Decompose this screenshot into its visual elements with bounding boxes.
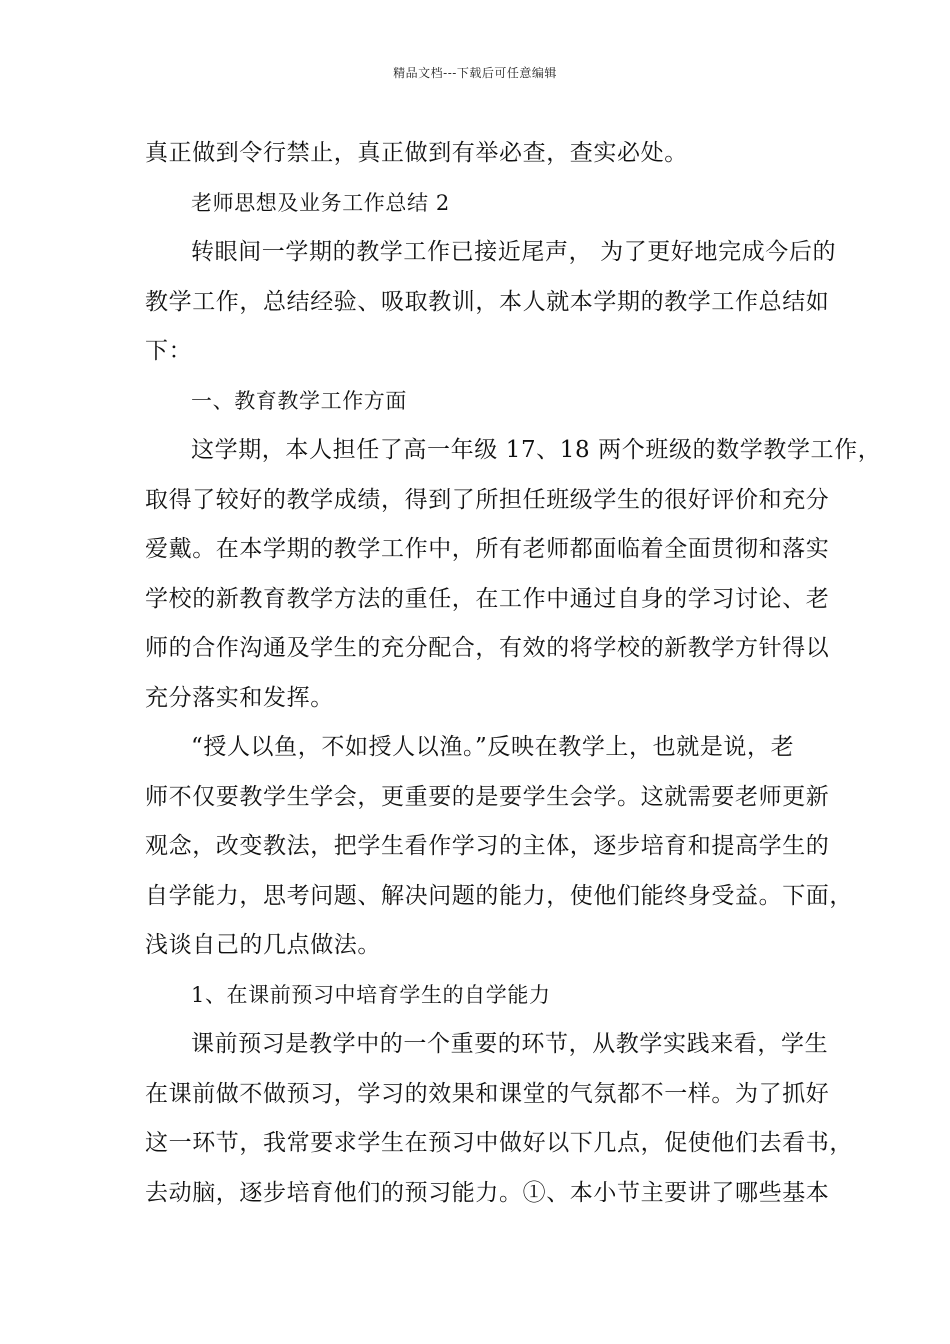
paragraph-line: 在课前做不做预习，学习的效果和课堂的气氛都不一样。为了抓好 bbox=[145, 1080, 830, 1107]
paragraph-line: “授人以鱼，不如授人以渔。”反映在教学上，也就是说，老 bbox=[191, 734, 795, 760]
section-title: 老师思想及业务工作总结 2 bbox=[191, 190, 450, 215]
paragraph-line: 学校的新教育教学方法的重任，在工作中通过自身的学习讨论、老 bbox=[145, 585, 830, 612]
paragraph-line: 课前预习是教学中的一个重要的环节，从教学实践来看，学生 bbox=[191, 1031, 829, 1057]
page-header: 精品文档---下载后可任意编辑 bbox=[393, 66, 557, 80]
paragraph-line: 爱戴。在本学期的教学工作中，所有老师都面临着全面贯彻和落实 bbox=[145, 536, 830, 562]
paragraph-line: 这学期，本人担任了高一年级 17、18 两个班级的数学教学工作， bbox=[191, 437, 882, 463]
paragraph-line: 浅谈自己的几点做法。 bbox=[145, 932, 381, 958]
paragraph-line: 充分落实和发挥。 bbox=[145, 684, 334, 711]
paragraph-line: 转眼间一学期的教学工作已接近尾声， 为了更好地完成今后的 bbox=[191, 239, 837, 265]
paragraph-line: 这一环节，我常要求学生在预习中做好以下几点，促使他们去看书， bbox=[145, 1130, 853, 1156]
paragraph-line: 自学能力，思考问题、解决问题的能力，使他们能终身受益。下面， bbox=[145, 882, 853, 909]
paragraph-line: 下： bbox=[145, 338, 193, 364]
paragraph-line: 师不仅要教学生学会，更重要的是要学生会学。这就需要老师更新 bbox=[145, 783, 830, 810]
paragraph-line: 观念，改变教法，把学生看作学习的主体，逐步培育和提高学生的 bbox=[145, 833, 830, 859]
paragraph-line: 真正做到令行禁止，真正做到有举必查，查实必处。 bbox=[145, 140, 688, 166]
subsection-heading: 1、在课前预习中培育学生的自学能力 bbox=[191, 982, 551, 1007]
document-body bbox=[145, 129, 882, 1218]
paragraph-line: 取得了较好的教学成绩，得到了所担任班级学生的很好评价和充分 bbox=[145, 486, 830, 513]
paragraph-line: 师的合作沟通及学生的充分配合，有效的将学校的新教学方针得以 bbox=[145, 635, 830, 661]
section-heading: 一、教育教学工作方面 bbox=[191, 388, 407, 413]
paragraph-line: 教学工作，总结经验、吸取教训，本人就本学期的教学工作总结如 bbox=[145, 288, 830, 315]
paragraph-line: 去动脑，逐步培育他们的预习能力。①、本小节主要讲了哪些基本 bbox=[145, 1179, 830, 1206]
